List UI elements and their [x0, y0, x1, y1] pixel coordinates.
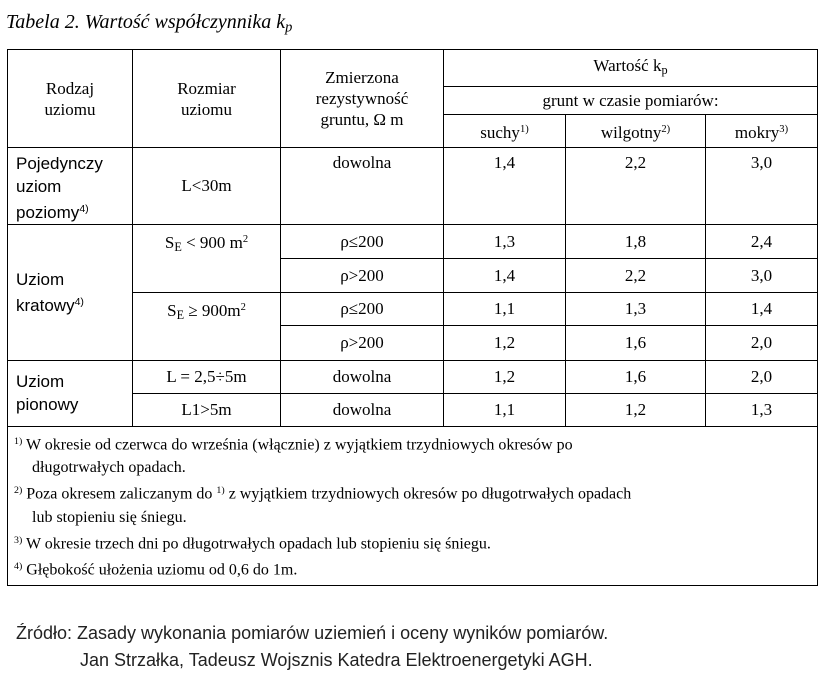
header-moist-label: wilgotny — [600, 122, 662, 142]
header-dry-footnote: 1) — [519, 124, 529, 136]
row-mesh-1-resistivity: ρ≤200 — [281, 224, 444, 258]
header-kp-subscript: p — [661, 63, 668, 78]
footnote-2 — [14, 479, 811, 528]
footnote-1-marker: 1) — [14, 435, 23, 447]
row-mesh-3-wet: 1,4 — [706, 292, 818, 325]
row-horizontal-dry: 1,4 — [444, 148, 566, 225]
header-wet-footnote: 3) — [779, 124, 789, 136]
header-dry-label: suchy — [480, 122, 520, 142]
header-ground-state: grunt w czasie pomiarów: — [444, 87, 818, 115]
row-mesh-type-footnote: 4) — [74, 295, 84, 308]
header-wet — [706, 115, 818, 148]
row-mesh-1-dry: 1,3 — [444, 224, 566, 258]
row-vertical-2-moist: 1,2 — [566, 393, 706, 426]
row-mesh-1-moist: 1,8 — [566, 224, 706, 258]
row-vertical-1-size: L = 2,5÷5m — [133, 360, 281, 393]
row-mesh-size-large-symbol: S — [167, 300, 177, 320]
row-mesh-3-resistivity: ρ≤200 — [281, 292, 444, 325]
row-mesh-size-small-exponent: 2 — [242, 233, 249, 245]
footnote-1 — [14, 430, 811, 479]
row-vertical-1-dry: 1,2 — [444, 360, 566, 393]
row-mesh-3-moist: 1,3 — [566, 292, 706, 325]
header-soil-resistivity: Zmierzona rezystywność gruntu, Ω m — [281, 50, 444, 148]
footnote-2-text-a: Poza okresem zaliczanym do — [22, 485, 217, 503]
footnote-2-reference: 1) — [216, 485, 225, 497]
row-mesh-type-label: Uziom kratowy — [16, 269, 75, 315]
footnote-3-text: W okresie trzech dni po długotrwałych opadach lub stopieniu się śniegu. — [22, 535, 491, 553]
row-mesh-2-resistivity: ρ>200 — [281, 258, 444, 292]
row-horizontal-type-footnote: 4) — [79, 203, 89, 215]
source-citation — [16, 620, 608, 674]
row-mesh-size-small-symbol: S — [164, 232, 175, 252]
row-mesh-2-dry: 1,4 — [444, 258, 566, 292]
footnote-1-continuation: długotrwałych opadach. — [32, 459, 186, 477]
kp-coefficient-table — [7, 49, 818, 586]
header-dry — [444, 115, 566, 148]
row-mesh-1-wet: 2,4 — [706, 224, 818, 258]
row-vertical-2-resistivity: dowolna — [281, 393, 444, 426]
footnote-2-text-b: z wyjątkiem trzydniowych okresów po długotrwałych opadach — [224, 485, 632, 503]
footnote-4-text: Głębokość ułożenia uziomu od 0,6 do 1m. — [22, 561, 298, 579]
header-kp-value — [444, 50, 818, 87]
row-mesh-type — [8, 224, 133, 360]
row-vertical-2-wet: 1,3 — [706, 393, 818, 426]
footnote-3 — [14, 529, 811, 555]
row-horizontal-type — [8, 148, 133, 225]
source-line-2: Jan Strzałka, Tadeusz Wojsznis Katedra Elektroenergetyki AGH. — [80, 650, 593, 670]
row-vertical-type: Uziom pionowy — [8, 360, 133, 426]
header-electrode-type: Rodzaj uziomu — [8, 50, 133, 148]
row-mesh-2-moist: 2,2 — [566, 258, 706, 292]
row-vertical-1-resistivity: dowolna — [281, 360, 444, 393]
header-kp-text: Wartość k — [593, 55, 662, 75]
footnote-2-marker: 2) — [14, 485, 23, 497]
row-horizontal-moist: 2,2 — [566, 148, 706, 225]
source-line-1: Źródło: Zasady wykonania pomiarów uziemień i oceny wyników pomiarów. — [16, 623, 609, 643]
row-horizontal-size: L<30m — [133, 148, 281, 225]
row-mesh-size-large-exponent: 2 — [240, 301, 246, 313]
row-horizontal-wet: 3,0 — [706, 148, 818, 225]
row-mesh-size-large — [133, 292, 281, 360]
row-vertical-2-size: L1>5m — [133, 393, 281, 426]
row-mesh-4-moist: 1,6 — [566, 325, 706, 360]
table-title-text: Tabela 2. Wartość współczynnika k — [6, 11, 286, 33]
footnote-4 — [14, 555, 811, 581]
table-title — [6, 10, 292, 40]
row-mesh-4-resistivity: ρ>200 — [281, 325, 444, 360]
header-moist-footnote: 2) — [661, 124, 671, 136]
row-vertical-2-dry: 1,1 — [444, 393, 566, 426]
row-mesh-4-dry: 1,2 — [444, 325, 566, 360]
footnote-2-continuation: lub stopieniu się śniegu. — [32, 508, 187, 526]
row-mesh-size-small — [133, 224, 281, 292]
header-electrode-size: Rozmiar uziomu — [133, 50, 281, 148]
table-title-subscript: p — [285, 19, 293, 36]
row-horizontal-type-label: Pojedynczy uziom poziomy — [16, 154, 103, 222]
row-mesh-3-dry: 1,1 — [444, 292, 566, 325]
row-mesh-2-wet: 3,0 — [706, 258, 818, 292]
row-mesh-size-large-value: ≥ 900m — [184, 300, 241, 320]
row-mesh-size-large-subscript: E — [176, 307, 185, 322]
row-horizontal-resistivity: dowolna — [281, 148, 444, 225]
header-wet-label: mokry — [734, 122, 780, 142]
header-moist — [566, 115, 706, 148]
row-vertical-1-wet: 2,0 — [706, 360, 818, 393]
footnote-4-marker: 4) — [14, 561, 23, 573]
footnote-1-text: W okresie od czerwca do września (włącznie) z wyjątkiem trzydniowych okresów po — [22, 436, 573, 454]
footnotes — [8, 426, 818, 585]
row-mesh-size-small-value: < 900 m — [181, 232, 243, 252]
row-mesh-4-wet: 2,0 — [706, 325, 818, 360]
footnote-3-marker: 3) — [14, 534, 23, 546]
row-vertical-1-moist: 1,6 — [566, 360, 706, 393]
row-mesh-size-small-subscript: E — [174, 239, 182, 254]
